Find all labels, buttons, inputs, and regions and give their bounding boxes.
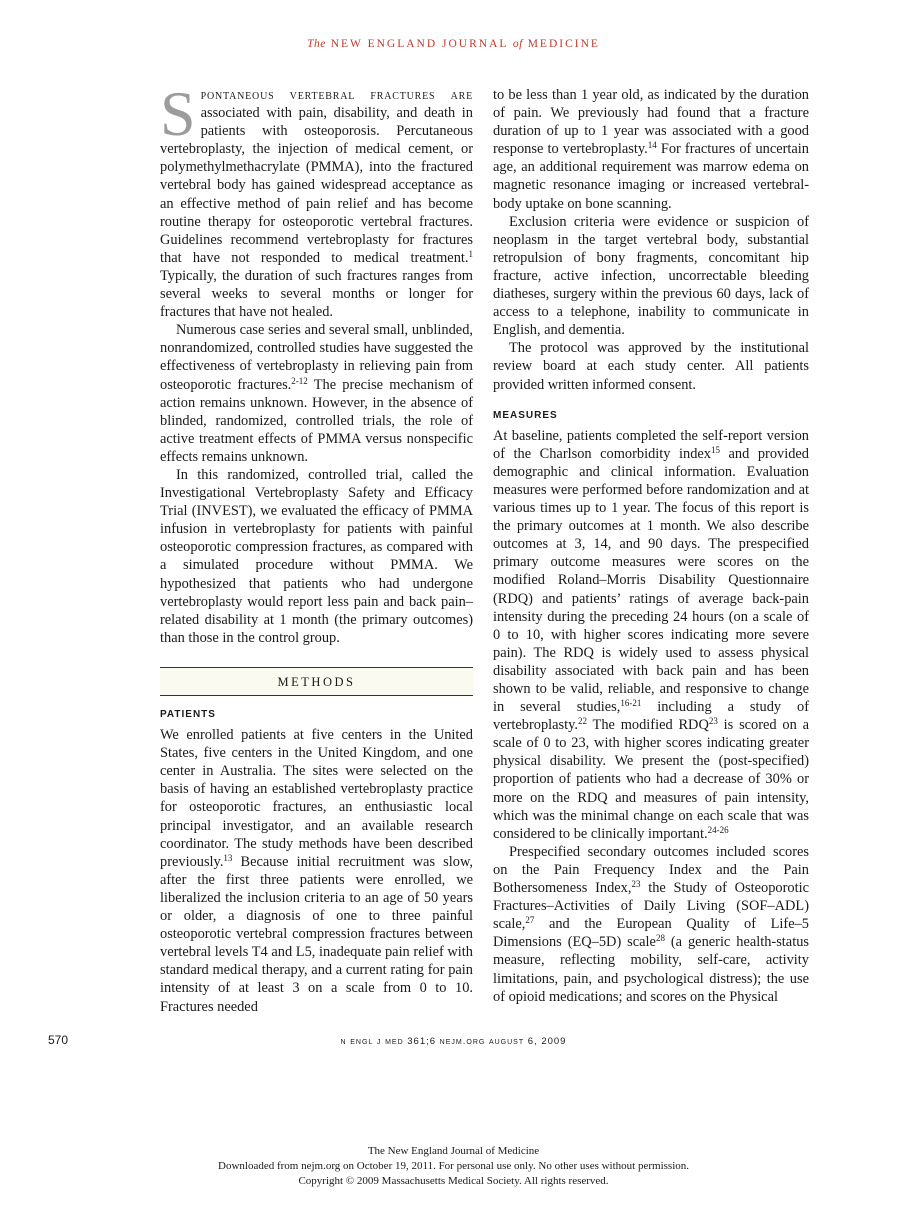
- citation-sup: 22: [577, 716, 587, 727]
- paragraph-text: Exclusion criteria were evidence or suspicion of neoplasm in the target vertebral body, substantial retropulsion of bony fragments, concomitant hip fracture, active infection, uncorrectable bleeding diatheses, surgery within the previous 60 days, lack of access to a telephone, inability to communicate in English, and dementia.: [493, 213, 809, 339]
- paragraph-text: and the European Quality of Life–5 Dimensions (EQ–5D) scale: [493, 916, 809, 951]
- paragraph-text: to be less than 1 year old, as indicated by the duration of pain. We previously had found that a fracture duration of up to 1 year was associated with a good response to vertebroplasty.: [493, 87, 809, 158]
- paragraph-text: and provided demographic and clinical information. Evaluation measures were performed before randomization and at various times up to 1 year. The focus of this report is the primary outcomes at 1 month. We also describe outcomes at 3, 14, and 90 days. The prespecified primary outcome measures were scores on the modified Roland–Morris Disability Questionnaire (RDQ) and patients’ ratings of average back-pain intensity during the preceding 24 hours (on a scale of 0 to 10, with higher scores indicating more severe pain). The RDQ is widely used to assess physical disability associated with back pain and has been shown to be valid, reliable, and responsive to change in several studies,: [493, 445, 809, 716]
- paragraph-invest: [160, 466, 473, 647]
- running-head: [0, 38, 907, 50]
- citation-sup: 14: [647, 140, 657, 151]
- citation-sup: 28: [655, 933, 665, 944]
- running-head-the: The: [307, 38, 326, 50]
- paragraph-text: Because initial recruitment was slow, after the first three patients were enrolled, we liberalized the inclusion criteria to an age of 50 years or older, a diagnosis of one to three painful osteoporotic vertebral compression fractures between vertebral levels T4 and L5, inadequate pain relief with standard medical therapy, and a current rating for pain intensity of at least 3 on a scale from 0 to 10. Fractures needed: [160, 853, 473, 1015]
- right-column: [493, 86, 809, 1006]
- download-permission: Downloaded from nejm.org on October 19, 2011. For personal use only. No other uses without permission.: [218, 1160, 689, 1172]
- citation-sup: 15: [710, 444, 720, 455]
- download-journal-name: The New England Journal of Medicine: [367, 1145, 540, 1157]
- paragraph-exclusion: [493, 213, 809, 340]
- paragraph-secondary-outcomes: [493, 843, 809, 1006]
- page-number: 570: [48, 1033, 69, 1047]
- patients-heading: PATIENTS: [160, 709, 216, 720]
- drop-cap: S: [160, 78, 196, 149]
- paragraph-fracture-age: [493, 86, 809, 213]
- paragraph-text: the Study of Osteoporotic Fractures–Activities of Daily Living (SOF–ADL) scale,: [493, 880, 809, 933]
- citation-sup: 23: [631, 879, 641, 890]
- paragraph-text: is scored on a scale of 0 to 23, with higher scores indicating greater physical disability. We present the (post-specified) proportion of patients who had a decrease of 30% or more on the RDQ and measures of pain intensity, which was the minimal change on each scale that was considered to be clinically important.: [493, 717, 810, 842]
- paragraph-text: We enrolled patients at five centers in the United States, five centers in the United Kingdom, and one center in Australia. The sites were selected on the basis of having an established vertebroplasty practice for osteoporotic fractures, an enthusiastic local principal investigator, and an available research coordinator. The study methods have been described previously.: [160, 727, 473, 870]
- download-copyright: Copyright © 2009 Massachusetts Medical Society. All rights reserved.: [298, 1175, 609, 1187]
- paragraph-baseline: [493, 427, 809, 843]
- paragraph-text: Prespecified secondary outcomes included scores on the Pain Frequency Index and the Pain Bothersomeness Index,: [493, 843, 809, 897]
- paragraph-text: The modified RDQ: [586, 717, 709, 734]
- running-head-of: of: [512, 38, 523, 50]
- citation-sup: 13: [223, 852, 233, 863]
- methods-heading: METHODS: [160, 667, 473, 696]
- citation-sup: 2-12: [291, 375, 308, 386]
- intro-paragraph: [160, 78, 473, 321]
- paragraph-enrollment: [160, 726, 473, 1016]
- download-notice: [0, 1144, 907, 1189]
- paragraph-text: At baseline, patients completed the self-report version of the Charlson comorbidity index: [493, 427, 809, 462]
- measures-heading: MEASURES: [493, 409, 558, 421]
- citation-sup: 23: [708, 716, 718, 727]
- paragraph-text: In this randomized, controlled trial, called the Investigational Vertebroplasty Safety and Efficacy Trial (INVEST), we evaluated the efficacy of PMMA infusion in vertebroplasty for patients with painful osteoporotic compression fractures, as compared with a simulated procedure without PMMA. We hypothesized that patients who had undergone vertebroplasty would report less pain and back pain–related disability at 1 month (the primary outcomes) than those in the control group.: [160, 466, 473, 646]
- footer-citation: n engl j med 361;6 nejm.org august 6, 2009: [340, 1036, 567, 1047]
- paragraph-text: Numerous case series and several small, unblinded, nonrandomized, controlled studies have suggested the effectiveness of vertebroplasty in relieving pain from osteoporotic fractures.: [160, 322, 473, 393]
- intro-tail: Typically, the duration of such fractures ranges from several weeks to several months or longer for fractures that have not healed.: [160, 267, 473, 321]
- running-head-journal-a: NEW ENGLAND JOURNAL: [330, 38, 508, 50]
- citation-sup: 16-21: [620, 698, 642, 709]
- paragraph-protocol: [493, 339, 809, 393]
- intro-text: associated with pain, disability, and death in patients with osteoporosis. Percutaneous vertebroplasty, the injection of medical cement, or polymethylmethacrylate (PMMA), into the fractured vertebral body has gained widespread acceptance as an effective method of pain relief and has become routine therapy for osteoporotic vertebral fractures. Guidelines recommend vertebroplasty for fractures that have not responded to medical treatment.: [160, 105, 473, 266]
- citation-sup: 1: [468, 248, 473, 259]
- paragraph-text: For fractures of uncertain age, an additional requirement was marrow edema on magnetic resonance imaging or increased vertebral-body uptake on bone scanning.: [493, 141, 809, 212]
- left-column: [160, 78, 473, 1016]
- citation-sup: 27: [525, 915, 535, 926]
- paragraph-text: The precise mechanism of action remains unknown. However, in the absence of blinded, randomized, controlled trials, the role of active treatment effects of PMMA versus nonspecific effects remains unknown.: [160, 376, 473, 465]
- paragraph-text: including a study of vertebroplasty.: [493, 699, 809, 734]
- paragraph-text: The protocol was approved by the institutional review board at each study center. All patients provided written informed consent.: [493, 340, 809, 393]
- intro-small-caps: pontaneous vertebral fractures are: [200, 87, 473, 103]
- citation-sup: 24-26: [707, 824, 729, 835]
- running-head-journal-b: MEDICINE: [527, 38, 600, 50]
- paragraph-case-series: [160, 321, 473, 466]
- paragraph-text: (a generic health-status measure, reflecting mobility, self-care, activity limitations, pain, and psychological distress); the use of opioid medications; and scores on the Physical: [493, 934, 809, 1005]
